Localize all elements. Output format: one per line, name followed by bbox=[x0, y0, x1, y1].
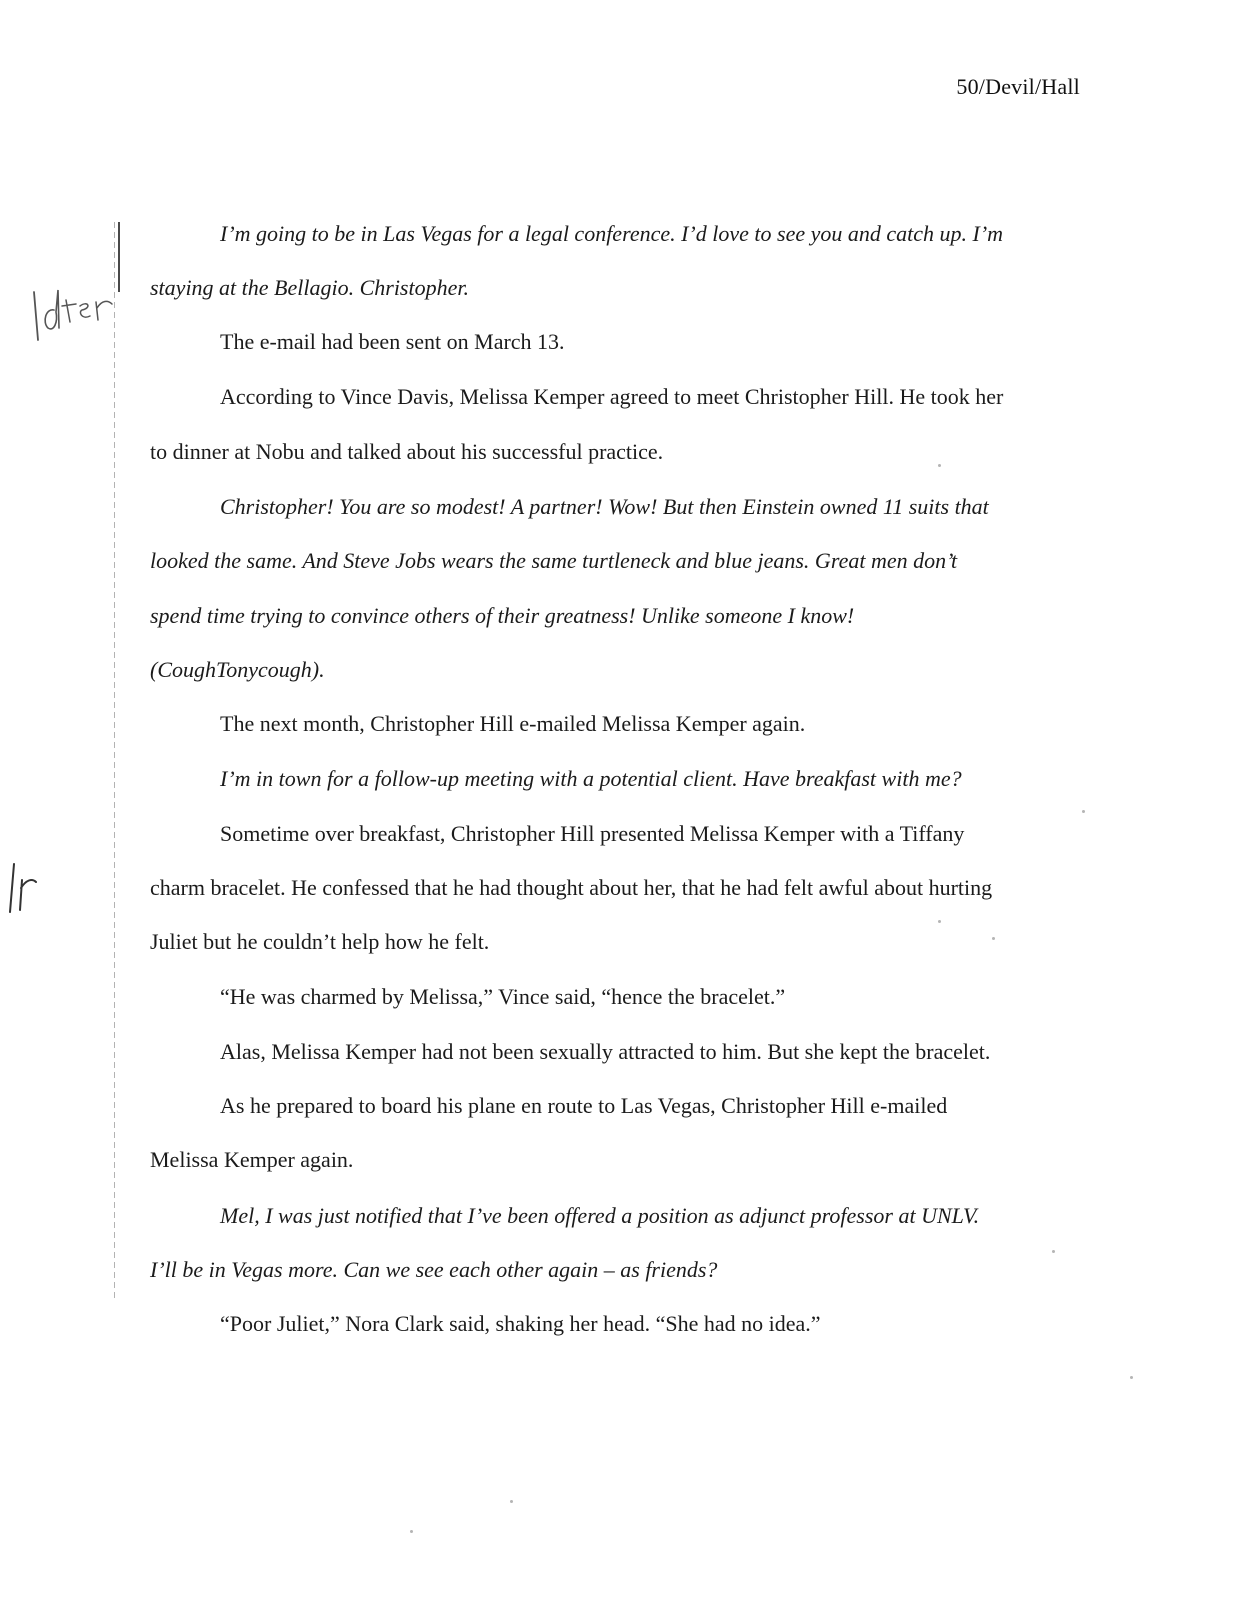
text-line: “Poor Juliet,” Nora Clark said, shaking her head. “She had no idea.” bbox=[220, 1311, 821, 1336]
text-line: I’ll be in Vegas more. Can we see each other again – as friends? bbox=[150, 1257, 718, 1282]
text-line: (CoughTonycough). bbox=[150, 657, 325, 682]
text-line: spend time trying to convince others of their greatness! Unlike someone I know! bbox=[150, 603, 855, 628]
text-line: Mel, I was just notified that I’ve been offered a position as adjunct professor at UNLV. bbox=[220, 1203, 980, 1228]
text-line: “He was charmed by Melissa,” Vince said, “hence the bracelet.” bbox=[220, 984, 786, 1009]
text-line: As he prepared to board his plane en route to Las Vegas, Christopher Hill e-mailed bbox=[220, 1093, 948, 1118]
scan-speck bbox=[1082, 810, 1085, 813]
text-line: looked the same. And Steve Jobs wears the same turtleneck and blue jeans. Great men don’t bbox=[150, 548, 958, 573]
text-line: Sometime over breakfast, Christopher Hill presented Melissa Kemper with a Tiffany bbox=[220, 821, 965, 846]
text-line: Christopher! You are so modest! A partner! Wow! But then Einstein owned 11 suits that bbox=[220, 494, 989, 519]
scan-speck bbox=[992, 937, 995, 940]
scan-speck bbox=[1052, 1250, 1055, 1253]
text-line: charm bracelet. He confessed that he had thought about her, that he had felt awful about hurting bbox=[150, 875, 993, 900]
text-line: Juliet but he couldn’t help how he felt. bbox=[150, 929, 490, 954]
handwritten-note-lr bbox=[4, 858, 40, 918]
scan-speck bbox=[510, 1500, 513, 1503]
text-line: to dinner at Nobu and talked about his successful practice. bbox=[150, 439, 664, 464]
scan-speck bbox=[938, 464, 941, 467]
margin-line bbox=[114, 222, 115, 1302]
scan-speck bbox=[1130, 1376, 1133, 1379]
margin-line-mark bbox=[118, 222, 120, 292]
text-line: According to Vince Davis, Melissa Kemper agreed to meet Christopher Hill. He took her bbox=[220, 384, 1004, 409]
text-line: The next month, Christopher Hill e-mailed Melissa Kemper again. bbox=[220, 711, 806, 736]
text-line: The e-mail had been sent on March 13. bbox=[220, 329, 565, 354]
scan-speck bbox=[938, 920, 941, 923]
text-line: I’m going to be in Las Vegas for a legal conference. I’d love to see you and catch up. I’m bbox=[220, 221, 1004, 246]
scan-speck bbox=[410, 1530, 413, 1533]
text-line: Melissa Kemper again. bbox=[150, 1147, 354, 1172]
page-header: 50/Devil/Hall bbox=[956, 74, 1080, 99]
text-line: Alas, Melissa Kemper had not been sexually attracted to him. But she kept the bracelet. bbox=[220, 1039, 991, 1064]
text-line: I’m in town for a follow-up meeting with a potential client. Have breakfast with me? bbox=[220, 766, 962, 791]
text-line: staying at the Bellagio. Christopher. bbox=[150, 275, 469, 300]
handwritten-note-later bbox=[26, 272, 118, 352]
